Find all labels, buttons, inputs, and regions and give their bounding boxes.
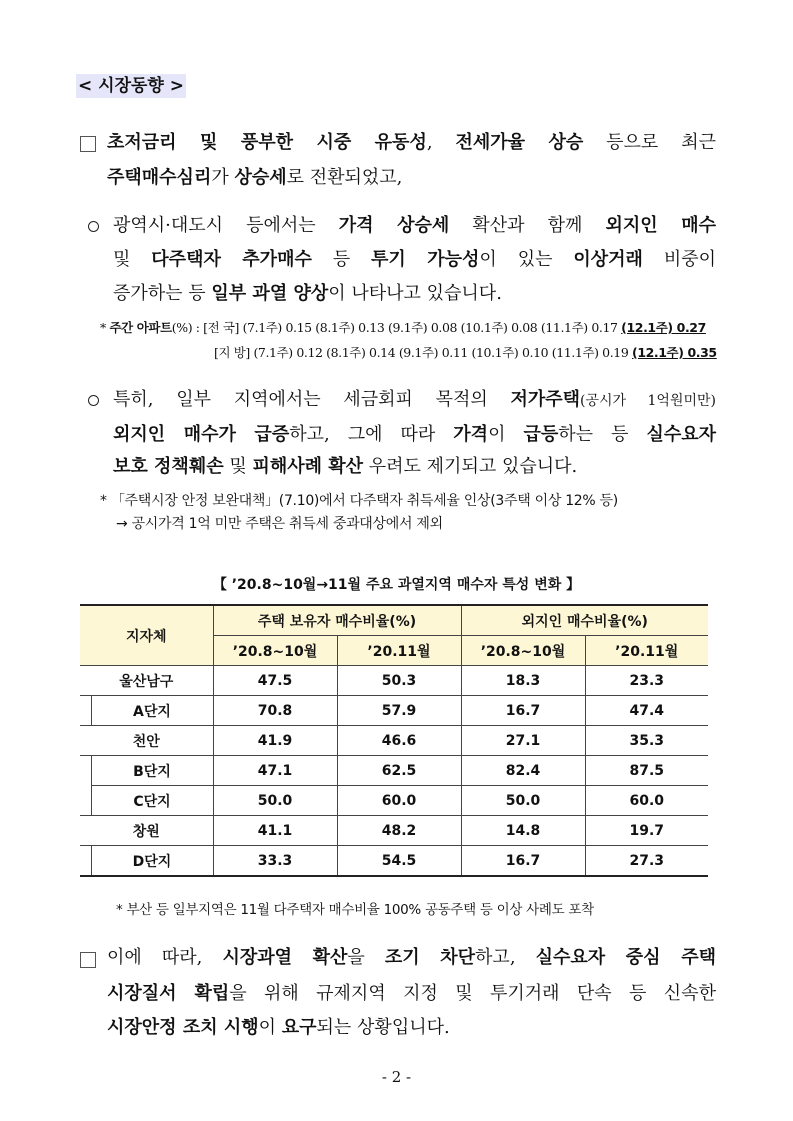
header-period: ’20.8~10월 — [461, 636, 585, 666]
para1-line — [107, 131, 716, 155]
value-cell: 16.7 — [461, 696, 585, 726]
value-cell: 41.1 — [213, 816, 337, 846]
bold-text: 투기 가능성 — [371, 249, 480, 270]
bold-text: 다주택자 추가매수 — [151, 249, 312, 270]
bold-text: 실수요자 중심 주택 — [535, 947, 716, 968]
apt-note-line — [100, 318, 706, 338]
value-cell: 60.0 — [585, 786, 708, 816]
tax-note-line: → 공시가격 1억 미만 주택은 취득세 중과대상에서 제외 — [116, 516, 443, 532]
text: 이 나타나고 있습니다. — [328, 283, 502, 304]
text: 가 — [211, 167, 235, 188]
text: 하고, — [475, 947, 536, 968]
para1-line — [107, 166, 402, 190]
bold-text: 저가주택 — [510, 389, 581, 410]
text: [지 방] (7.1주) 0.12 (8.1주) 0.14 (9.1주) 0.11 (10.1주) 0.10 (11.1주) 0.19 — [214, 345, 632, 360]
indent-cell — [80, 756, 91, 786]
para3-line — [113, 455, 577, 479]
value-cell: 47.5 — [213, 666, 337, 696]
bold-text: 조기 차단 — [384, 947, 476, 968]
table-footnote: * 부산 등 일부지역은 11월 다주택자 매수비율 100% 공동주택 등 이상 사례도 포착 — [116, 902, 594, 918]
text: * — [100, 320, 110, 335]
header-period: ’20.11월 — [585, 636, 708, 666]
table-row — [80, 726, 708, 756]
bold-text: 실수요자 — [646, 424, 717, 445]
table-row — [80, 666, 708, 696]
text: 이 있는 — [479, 249, 574, 270]
bold-text: 외지인 매수가 급증 — [113, 424, 290, 445]
region-cell: B단지 — [91, 756, 213, 786]
text: 이에 따라, — [107, 947, 223, 968]
text: 증가하는 등 — [113, 283, 212, 304]
para3-line — [113, 423, 716, 447]
table-row — [80, 696, 708, 726]
bold-text: 일부 과열 양상 — [211, 283, 329, 304]
value-cell: 33.3 — [213, 846, 337, 877]
bold-text: 시장안정 조치 시행 — [107, 1017, 259, 1038]
bold-text: 요구 — [281, 1017, 317, 1038]
text: 이 — [488, 424, 524, 445]
text: 광역시·대도시 등에서는 — [113, 215, 339, 236]
bold-text: (12.1주) 0.35 — [632, 345, 717, 360]
para2-line — [113, 282, 502, 306]
bold-text: 급등 — [523, 424, 559, 445]
indent-cell — [80, 786, 91, 816]
table-row — [80, 816, 708, 846]
value-cell: 47.4 — [585, 696, 708, 726]
tax-note-line: * 「주택시장 안정 보완대책」(7.10)에서 다주택자 취득세율 인상(3주택 이상 12% 등) — [100, 493, 618, 509]
text: 로 전환되었고, — [286, 167, 403, 188]
text: 이 — [258, 1017, 282, 1038]
bold-text: 이상거래 — [573, 249, 643, 270]
bold-text: 시장과열 확산 — [222, 947, 348, 968]
para2-line — [113, 214, 716, 238]
value-cell: 35.3 — [585, 726, 708, 756]
header-period: ’20.11월 — [337, 636, 461, 666]
text: 특히, 일부 지역에서는 세금회피 목적의 — [113, 389, 511, 410]
text: 하고, 그에 따라 — [289, 424, 454, 445]
text: (공시가 1억원미만) — [580, 393, 716, 409]
text: (%) : [전 국] (7.1주) 0.15 (8.1주) 0.13 (9.1주) 0.08 (10.1주) 0.08 (11.1주) 0.17 — [171, 320, 622, 335]
value-cell: 14.8 — [461, 816, 585, 846]
section-heading: < 시장동향 > — [78, 76, 185, 96]
text: 및 — [113, 249, 152, 270]
bold-text: 보호 정책훼손 — [113, 456, 224, 477]
text: 확산과 함께 — [449, 215, 606, 236]
bold-text: 전세가율 상승 — [455, 132, 584, 153]
header-region: 지자체 — [80, 605, 213, 666]
square-bullet-icon — [80, 136, 96, 152]
value-cell: 46.6 — [337, 726, 461, 756]
header-outsider-ratio: 외지인 매수비율(%) — [461, 605, 708, 636]
value-cell: 60.0 — [337, 786, 461, 816]
apt-note-line — [214, 343, 717, 363]
value-cell: 54.5 — [337, 846, 461, 877]
value-cell: 18.3 — [461, 666, 585, 696]
value-cell: 62.5 — [337, 756, 461, 786]
value-cell: 27.3 — [585, 846, 708, 877]
value-cell: 82.4 — [461, 756, 585, 786]
region-cell: C단지 — [91, 786, 213, 816]
bold-text: 상승세 — [234, 167, 287, 188]
bold-text: 주택매수심리 — [107, 167, 212, 188]
text: 등 — [311, 249, 372, 270]
table-title: 【 ’20.8~10월→11월 주요 과열지역 매수자 특성 변화 】 — [212, 577, 581, 593]
value-cell: 23.3 — [585, 666, 708, 696]
bold-text: 가격 — [453, 424, 489, 445]
value-cell: 50.3 — [337, 666, 461, 696]
value-cell: 19.7 — [585, 816, 708, 846]
value-cell: 27.1 — [461, 726, 585, 756]
bold-text: 피해사례 확산 — [252, 456, 364, 477]
text: 우려도 제기되고 있습니다. — [363, 456, 578, 477]
value-cell: 41.9 — [213, 726, 337, 756]
bold-text: 주간 아파트 — [109, 320, 172, 335]
bold-text: 외지인 매수 — [605, 215, 716, 236]
bold-text: 가격 상승세 — [338, 215, 450, 236]
bold-text: 초저금리 및 풍부한 시중 유동성 — [107, 132, 427, 153]
text: 및 — [223, 456, 253, 477]
para4-line — [107, 946, 716, 970]
region-cell: 창원 — [80, 816, 213, 846]
bold-text: 시장질서 확립 — [107, 983, 230, 1004]
text: 등으로 최근 — [583, 132, 716, 153]
text: 하는 등 — [558, 424, 647, 445]
value-cell: 47.1 — [213, 756, 337, 786]
region-cell: D단지 — [91, 846, 213, 877]
text: , — [426, 132, 456, 153]
page-number: - 2 - — [381, 1068, 412, 1086]
value-cell: 16.7 — [461, 846, 585, 877]
para4-line — [107, 982, 716, 1006]
table-row — [80, 846, 708, 877]
table-row — [80, 786, 708, 816]
value-cell: 70.8 — [213, 696, 337, 726]
buyer-characteristics-table — [80, 604, 708, 877]
para3-line — [113, 388, 716, 413]
value-cell: 50.0 — [213, 786, 337, 816]
table-row — [80, 756, 708, 786]
circle-bullet-icon — [88, 221, 99, 232]
circle-bullet-icon — [88, 395, 99, 406]
value-cell: 57.9 — [337, 696, 461, 726]
para4-line — [107, 1016, 450, 1040]
header-homeowner-ratio: 주택 보유자 매수비율(%) — [213, 605, 461, 636]
region-cell: 울산남구 — [80, 666, 213, 696]
value-cell: 50.0 — [461, 786, 585, 816]
region-cell: A단지 — [91, 696, 213, 726]
text: 을 위해 규제지역 지정 및 투기거래 단속 등 신속한 — [229, 983, 716, 1004]
indent-cell — [80, 846, 91, 877]
indent-cell — [80, 696, 91, 726]
bold-text: (12.1주) 0.27 — [621, 320, 706, 335]
header-period: ’20.8~10월 — [213, 636, 337, 666]
region-cell: 천안 — [80, 726, 213, 756]
text: 을 — [347, 947, 385, 968]
text: 되는 상황입니다. — [316, 1017, 450, 1038]
para2-line — [113, 248, 716, 272]
value-cell: 87.5 — [585, 756, 708, 786]
value-cell: 48.2 — [337, 816, 461, 846]
text: 비중이 — [642, 249, 716, 270]
square-bullet-icon — [80, 952, 96, 968]
